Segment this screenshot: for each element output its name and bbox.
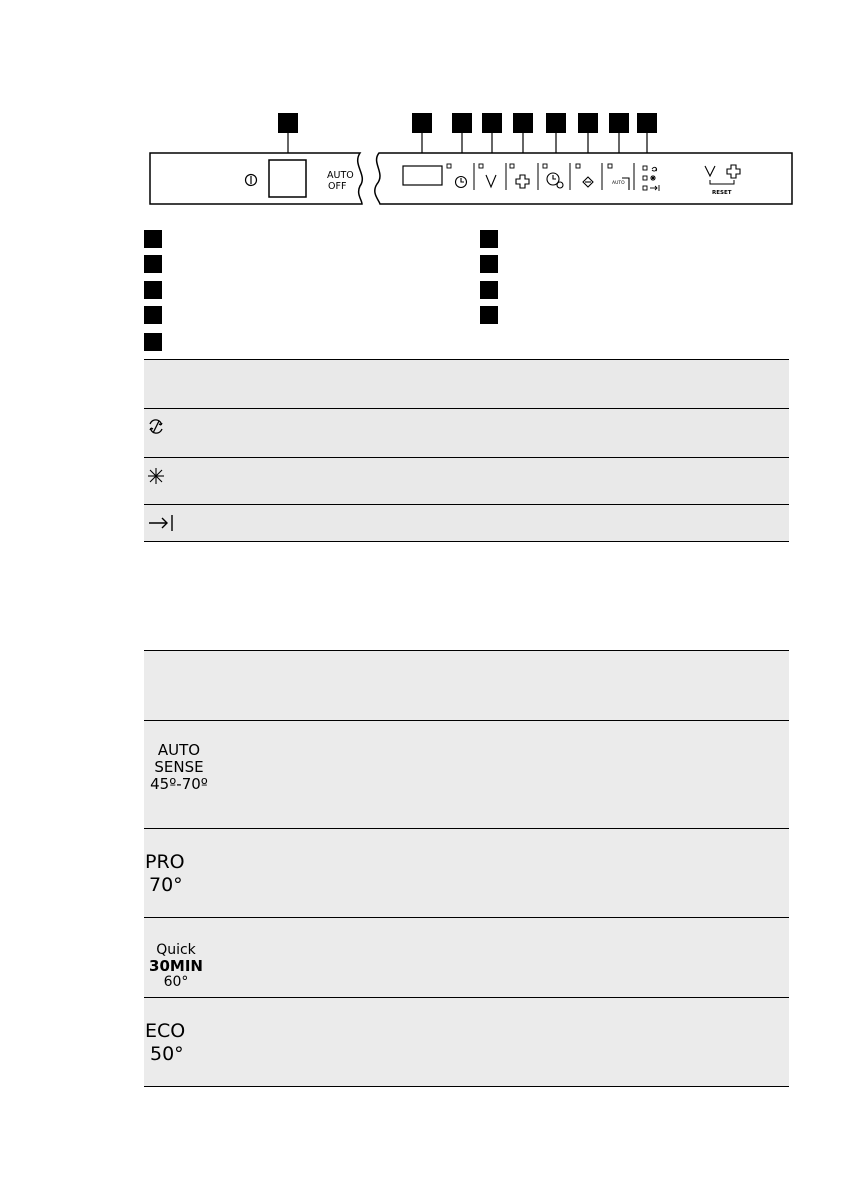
eco-line1: ECO: [145, 1020, 186, 1042]
programme-row-quick: [144, 918, 789, 997]
lamps-table-rule-3: [144, 504, 789, 505]
callout-markers: [278, 113, 657, 133]
auto-open-label: AUTO: [612, 181, 625, 186]
rinse-aid-icon: [146, 466, 166, 486]
programmes-table-rule-3: [144, 917, 789, 918]
eco-line2: 50°: [150, 1043, 184, 1065]
lamps-table-rule-2: [144, 457, 789, 458]
callout-3: [452, 113, 472, 133]
lamp-row-regeneration: [144, 409, 789, 457]
callout-5: [513, 113, 533, 133]
callout-9: [637, 113, 657, 133]
pro-line1: PRO: [145, 851, 185, 873]
lamps-table-rule-1: [144, 408, 789, 409]
display: [403, 166, 442, 185]
lamp-row-rinse-aid: [144, 458, 789, 504]
reset-label: RESET: [712, 190, 732, 196]
programme-row-eco: [144, 998, 789, 1086]
auto-off-label-line1: AUTO: [327, 170, 354, 181]
quick-line1: Quick: [156, 942, 196, 958]
legend-marker-7: [480, 255, 498, 273]
lamps-header-row: [144, 360, 789, 408]
programmes-table-rule-1: [144, 720, 789, 721]
quick-line2: 30MIN: [149, 957, 203, 975]
end-icon: [148, 513, 174, 533]
eco-label: [145, 1020, 185, 1066]
lamps-table-top-rule: [144, 359, 789, 360]
auto-sense-line2: SENSE: [154, 758, 204, 776]
legend-marker-8: [480, 281, 498, 299]
auto-sense-label: [144, 742, 214, 793]
programme-row-auto-sense: [144, 721, 789, 828]
legend-marker-4: [144, 306, 162, 324]
legend-marker-3: [144, 281, 162, 299]
lamps-table-bottom-rule: [144, 541, 789, 542]
callout-2: [412, 113, 432, 133]
programmes-table-rule-4: [144, 997, 789, 998]
legend-marker-5: [144, 333, 162, 351]
auto-sense-line3: 45º-70º: [150, 775, 208, 793]
control-panel-illustration: [0, 0, 841, 225]
callout-7: [578, 113, 598, 133]
legend-marker-6: [480, 230, 498, 248]
quick-label: [144, 942, 208, 989]
programmes-table-top-rule: [144, 650, 789, 651]
programmes-table-rule-2: [144, 828, 789, 829]
regeneration-icon: [146, 417, 166, 437]
quick-line3: 60°: [163, 974, 189, 990]
auto-sense-line1: AUTO: [157, 741, 201, 759]
legend-marker-2: [144, 255, 162, 273]
pro-line2: 70°: [149, 874, 183, 896]
programmes-table-bottom-rule: [144, 1086, 789, 1087]
legend-marker-1: [144, 230, 162, 248]
callout-8: [609, 113, 629, 133]
lamp-row-end: [144, 505, 789, 541]
pro-label: [145, 851, 185, 897]
auto-off-label-line2: OFF: [328, 181, 347, 192]
on-off-button[interactable]: [269, 160, 306, 197]
programmes-header-row: [144, 651, 789, 721]
callout-4: [482, 113, 502, 133]
callout-6: [546, 113, 566, 133]
legend-marker-9: [480, 306, 498, 324]
callout-1: [278, 113, 298, 133]
programme-row-pro: [144, 829, 789, 917]
